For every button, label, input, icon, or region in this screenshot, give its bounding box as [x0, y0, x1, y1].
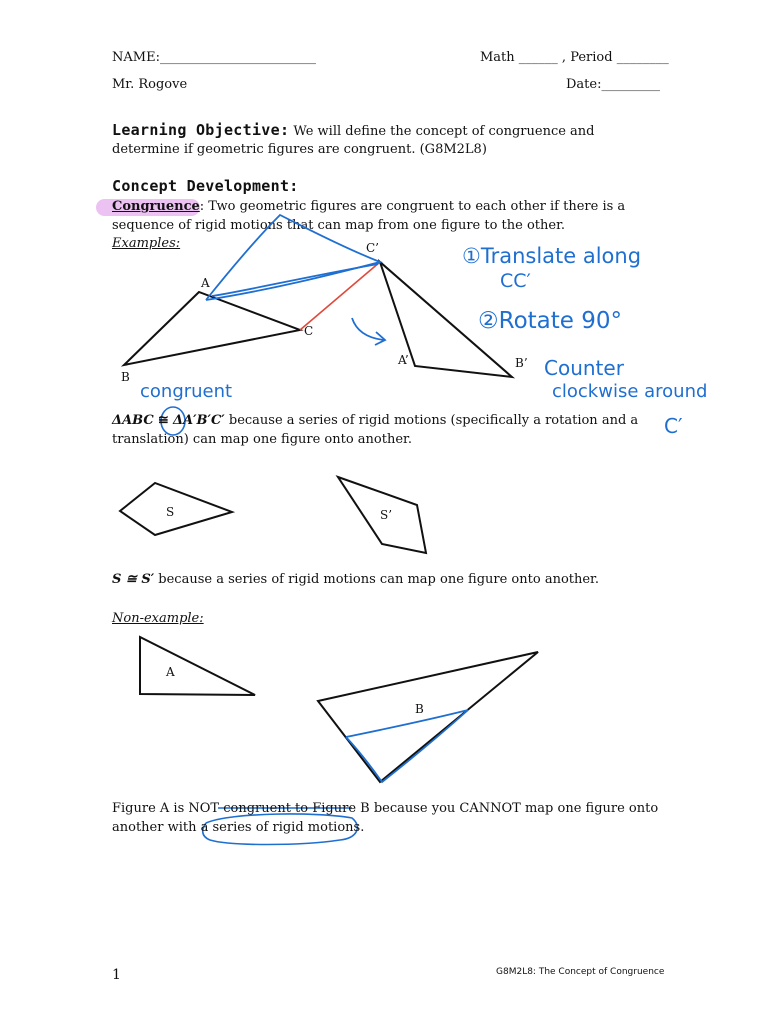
s-congruence-statement	[112, 570, 599, 589]
figure-b-label: B	[415, 702, 424, 716]
math-period-label: Math ______ , Period ________	[480, 50, 669, 65]
objective-title: Learning Objective:	[112, 121, 290, 139]
annotation-step1: ①Translate along	[462, 244, 642, 268]
rotation-arrow-icon	[352, 318, 384, 340]
teacher-name: Mr. Rogove	[112, 77, 188, 92]
vertex-b-label: B	[121, 370, 130, 384]
congruence-symbol: ≅	[157, 413, 169, 428]
name-field-label: NAME:________________________	[112, 50, 316, 65]
concept-title: Concept Development:	[112, 177, 299, 195]
examples-label: Examples:	[112, 236, 181, 251]
statement-lhs: ΔABC	[112, 413, 154, 428]
nonexample-text-a: Figure A is NOT	[112, 801, 224, 816]
page-number: 1	[112, 967, 121, 983]
translated-triangle-sketch	[206, 215, 380, 300]
objective-text-2: determine if geometric figures are congruent. (G8M2L8)	[112, 142, 487, 157]
nonexample-text-b: because you CANNOT map one figure onto	[369, 801, 659, 816]
statement-text-1: because a series of rigid motions (specifically a rotation and a	[224, 413, 639, 428]
nonexample-struck-text: congruent to Figure B	[223, 801, 370, 816]
statement-rhs: ΔA′B′C′	[172, 413, 225, 428]
non-example-label: Non-example:	[112, 611, 204, 626]
s-statement-lhs: S ≅ S′	[112, 572, 155, 587]
nonexample-circled-text: series of rigid motions.	[212, 820, 365, 835]
statement-text-2: translation) can map one figure onto another.	[112, 432, 412, 447]
triangle-congruence-statement	[112, 411, 638, 430]
triangle-b-nonexample	[318, 652, 538, 782]
footer-title: G8M2L8: The Concept of Congruence	[496, 967, 665, 977]
annotation-c-prime: C′	[664, 414, 683, 438]
non-example-statement-1	[112, 799, 658, 818]
vertex-b-prime-label: B’	[515, 356, 528, 370]
triangle-b-sketch	[346, 710, 468, 782]
non-example-statement-2	[112, 818, 364, 837]
translated-side-sketch	[212, 264, 378, 296]
nonexample-text-c: another with a	[112, 820, 213, 835]
vertex-a-label: A	[201, 276, 210, 290]
definition-text-1: : Two geometric figures are congruent to each other if there is a	[199, 199, 626, 214]
annotation-congruent: congruent	[140, 381, 233, 402]
objective-text-1: We will define the concept of congruence and	[289, 124, 595, 139]
annotation-step1-cc: CC′	[500, 270, 531, 292]
s-label: S	[166, 505, 175, 519]
annotation-counter: Counter	[544, 356, 624, 380]
congruence-term: Congruence	[112, 199, 200, 214]
date-field-label: Date:_________	[566, 77, 660, 92]
figure-a-label: A	[166, 665, 175, 679]
triangle-abc	[124, 292, 300, 365]
definition-text-2: sequence of rigid motions that can map from one figure to the other.	[112, 218, 566, 233]
triangle-a-nonexample	[140, 637, 255, 695]
s-prime-label: S’	[380, 508, 393, 522]
vertex-a-prime-label: A’	[398, 353, 409, 367]
annotation-clockwise: clockwise around	[552, 381, 708, 402]
vertex-c-prime-label: C’	[366, 241, 379, 255]
vertex-c-label: C	[304, 324, 314, 338]
s-statement-text: because a series of rigid motions can map one figure onto another.	[154, 572, 599, 587]
annotation-step2: ②Rotate 90°	[478, 308, 622, 334]
quadrilateral-s	[120, 483, 232, 535]
